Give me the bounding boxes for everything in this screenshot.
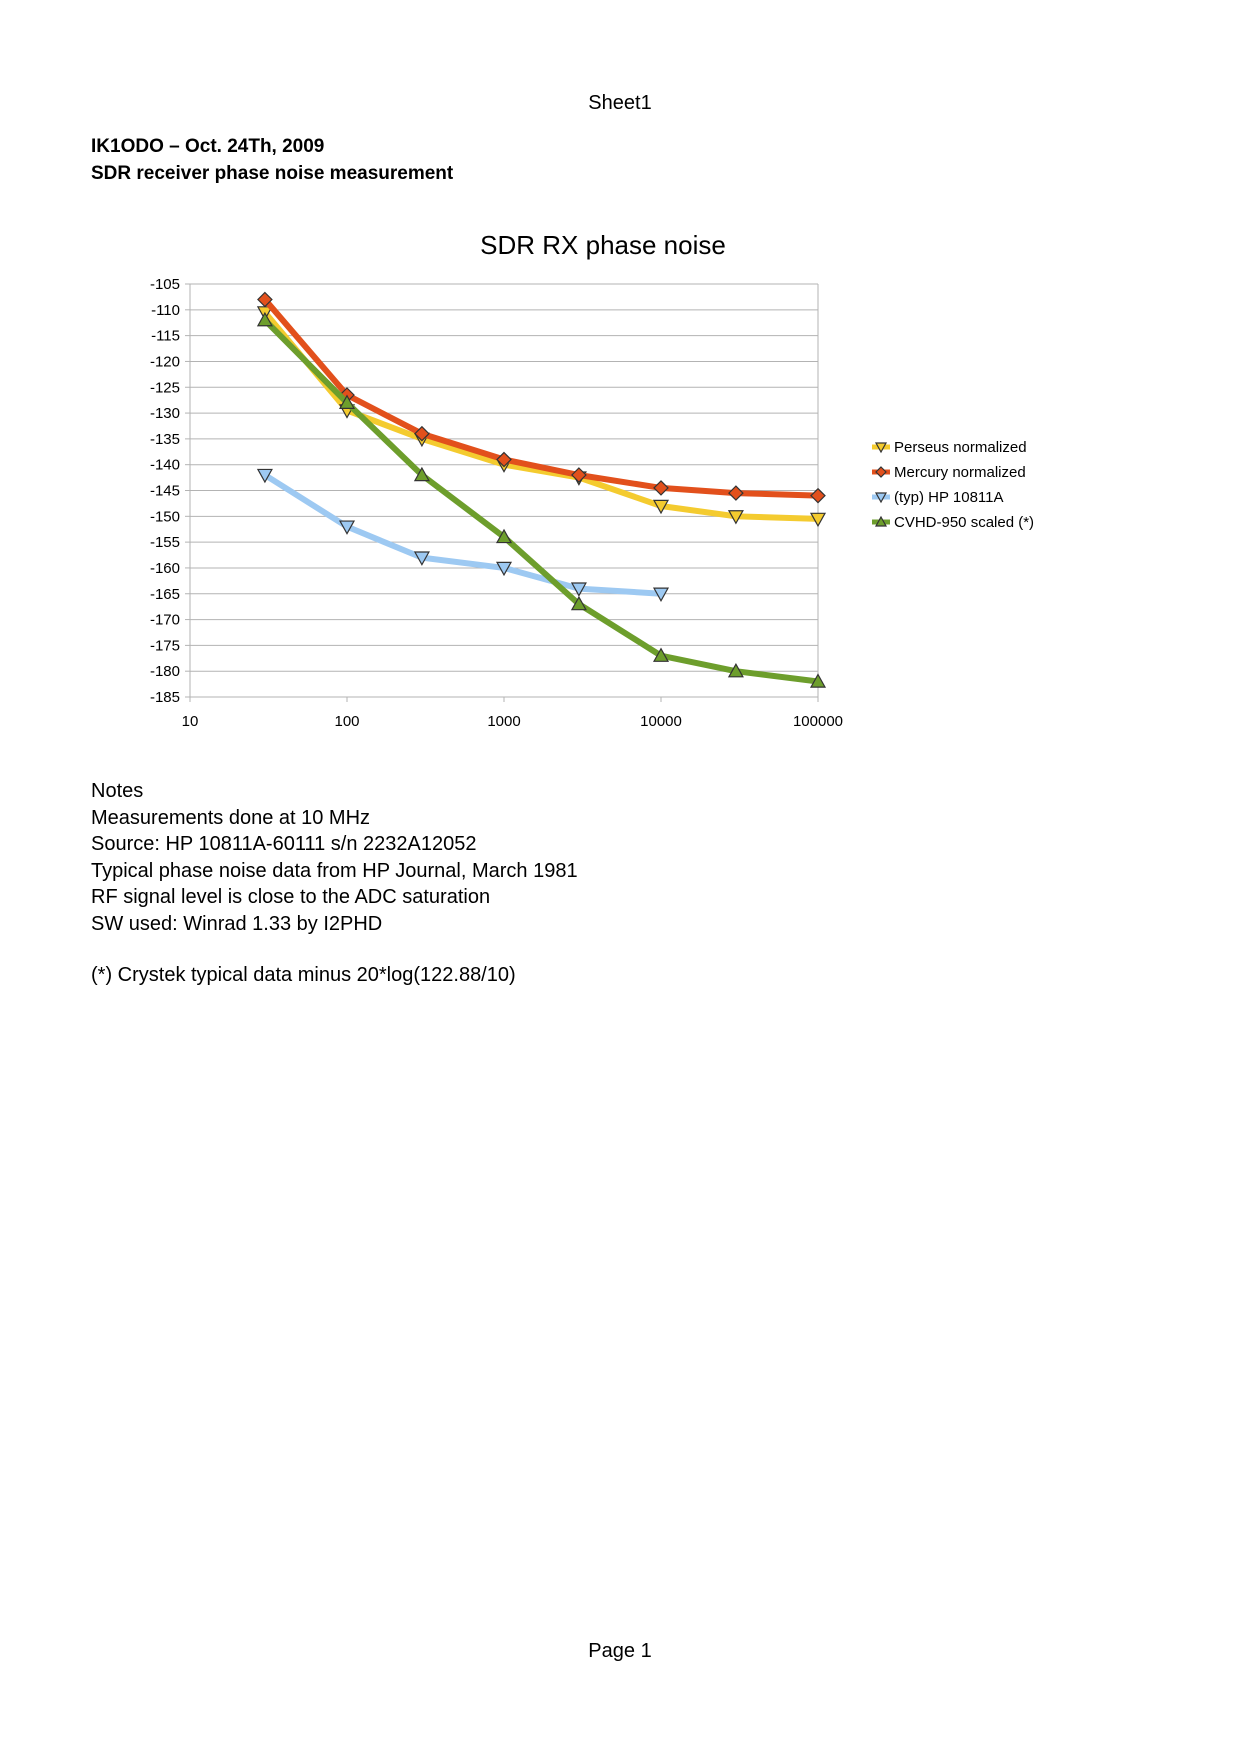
y-tick-label: -170	[149, 611, 180, 629]
y-tick-label: -125	[149, 379, 180, 397]
x-tick-label: 1000	[487, 713, 521, 730]
note-line: RF signal level is close to the ADC saturation	[91, 886, 491, 908]
data-point	[729, 486, 743, 500]
x-tick-label: 100	[334, 713, 360, 730]
y-tick-label: -135	[149, 430, 180, 448]
series-line	[265, 320, 818, 681]
data-point	[876, 467, 886, 477]
y-tick-label: -175	[149, 637, 180, 655]
note-line: Typical phase noise data from HP Journal, March 1981	[91, 859, 578, 882]
phase-noise-chart	[0, 0, 1240, 760]
y-tick-label: -120	[149, 353, 180, 371]
page-number: Page 1	[588, 1640, 652, 1662]
y-tick-label: -155	[149, 534, 180, 552]
x-tick-label: 100000	[792, 713, 844, 730]
note-line: SW used: Winrad 1.33 by I2PHD	[91, 912, 383, 935]
y-tick-label: -185	[149, 689, 180, 706]
y-tick-label: -130	[149, 405, 180, 423]
y-tick-label: -110	[151, 301, 180, 319]
y-tick-label: -150	[149, 508, 180, 526]
legend-label: (typ) HP 10811A	[894, 489, 1004, 506]
chart-axes	[150, 276, 843, 730]
legend-label: CVHD-950 scaled (*)	[894, 514, 1035, 531]
y-tick-label: -145	[149, 482, 180, 500]
chart-title: SDR RX phase noise	[480, 230, 726, 260]
y-tick-label: -180	[149, 663, 180, 681]
footnote: (*) Crystek typical data minus 20*log(122.88/10)	[91, 964, 516, 986]
series-line	[265, 475, 661, 594]
note-line: Source: HP 10811A-60111 s/n 2232A12052	[91, 833, 477, 855]
notes-section	[91, 778, 578, 937]
document-heading: IK1ODO – Oct. 24Th, 2009	[91, 136, 325, 157]
y-tick-label: -140	[149, 456, 180, 474]
legend-label: Mercury normalized	[894, 464, 1026, 481]
y-tick-label: -160	[149, 559, 180, 577]
notes-title: Notes	[91, 780, 144, 802]
x-tick-label: 10	[181, 713, 199, 730]
y-tick-label: -115	[151, 327, 180, 345]
chart-series	[258, 292, 825, 687]
legend-label: Perseus normalized	[894, 439, 1027, 456]
x-tick-label: 10000	[640, 713, 682, 730]
y-tick-label: -105	[149, 276, 180, 293]
data-point	[654, 481, 668, 495]
sheet-name: Sheet1	[588, 92, 652, 114]
document-subheading: SDR receiver phase noise measurement	[91, 163, 454, 184]
note-line: Measurements done at 10 MHz	[91, 806, 371, 829]
y-tick-label: -165	[149, 585, 180, 603]
chart-legend	[872, 439, 1034, 531]
